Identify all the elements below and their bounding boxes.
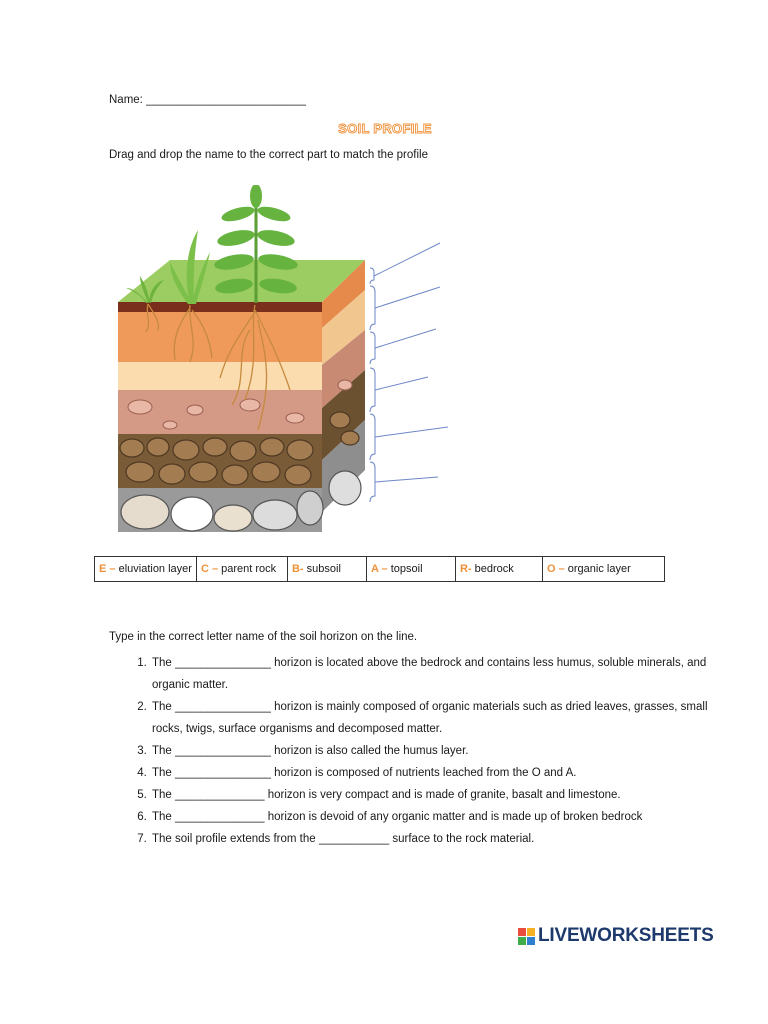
tall-plant — [213, 185, 299, 303]
option-b[interactable]: B- subsoil — [287, 557, 366, 582]
organic-layer — [118, 302, 322, 312]
question-list — [110, 652, 710, 850]
name-field-label: Name: _________________________ — [109, 94, 306, 106]
question-item: 2. The _______________ horizon is mainly composed of organic materials such as dried leaves, grasses, small rocks, twigs, surface organisms and decomposed matter. — [150, 696, 710, 740]
question-item: 3. The _______________ horizon is also called the humus layer. — [150, 740, 710, 762]
page-title: SOIL PROFILE — [338, 121, 432, 136]
option-a[interactable]: A – topsoil — [366, 557, 455, 582]
question-item: 4. The _______________ horizon is composed of nutrients leached from the O and A. — [150, 762, 710, 784]
label-lines — [374, 243, 448, 482]
option-e[interactable]: E – eluviation layer — [95, 557, 197, 582]
layer-brackets — [370, 268, 375, 502]
horizon-options-table — [94, 556, 665, 582]
liveworksheets-logo — [518, 925, 714, 947]
logo-text: LIVEWORKSHEETS — [538, 925, 714, 946]
question-item: 1. The _______________ horizon is located above the bedrock and contains less humus, soluble minerals, and organic matter. — [150, 652, 710, 696]
question-item: 7. The soil profile extends from the ___________ surface to the rock material. — [150, 828, 710, 850]
question-item: 5. The ______________ horizon is very compact and is made of granite, basalt and limestone. — [150, 784, 710, 806]
instructions: Drag and drop the name to the correct part to match the profile — [109, 149, 428, 161]
soil-profile-diagram — [100, 185, 460, 545]
option-c[interactable]: C – parent rock — [196, 557, 287, 582]
option-o[interactable]: O – organic layer — [542, 557, 664, 582]
question-item: 6. The ______________ horizon is devoid of any organic matter and is made up of broken bedrock — [150, 806, 710, 828]
questions-intro: Type in the correct letter name of the soil horizon on the line. — [109, 631, 418, 643]
option-r[interactable]: R- bedrock — [455, 557, 542, 582]
liveworksheets-logo-icon — [518, 928, 535, 945]
